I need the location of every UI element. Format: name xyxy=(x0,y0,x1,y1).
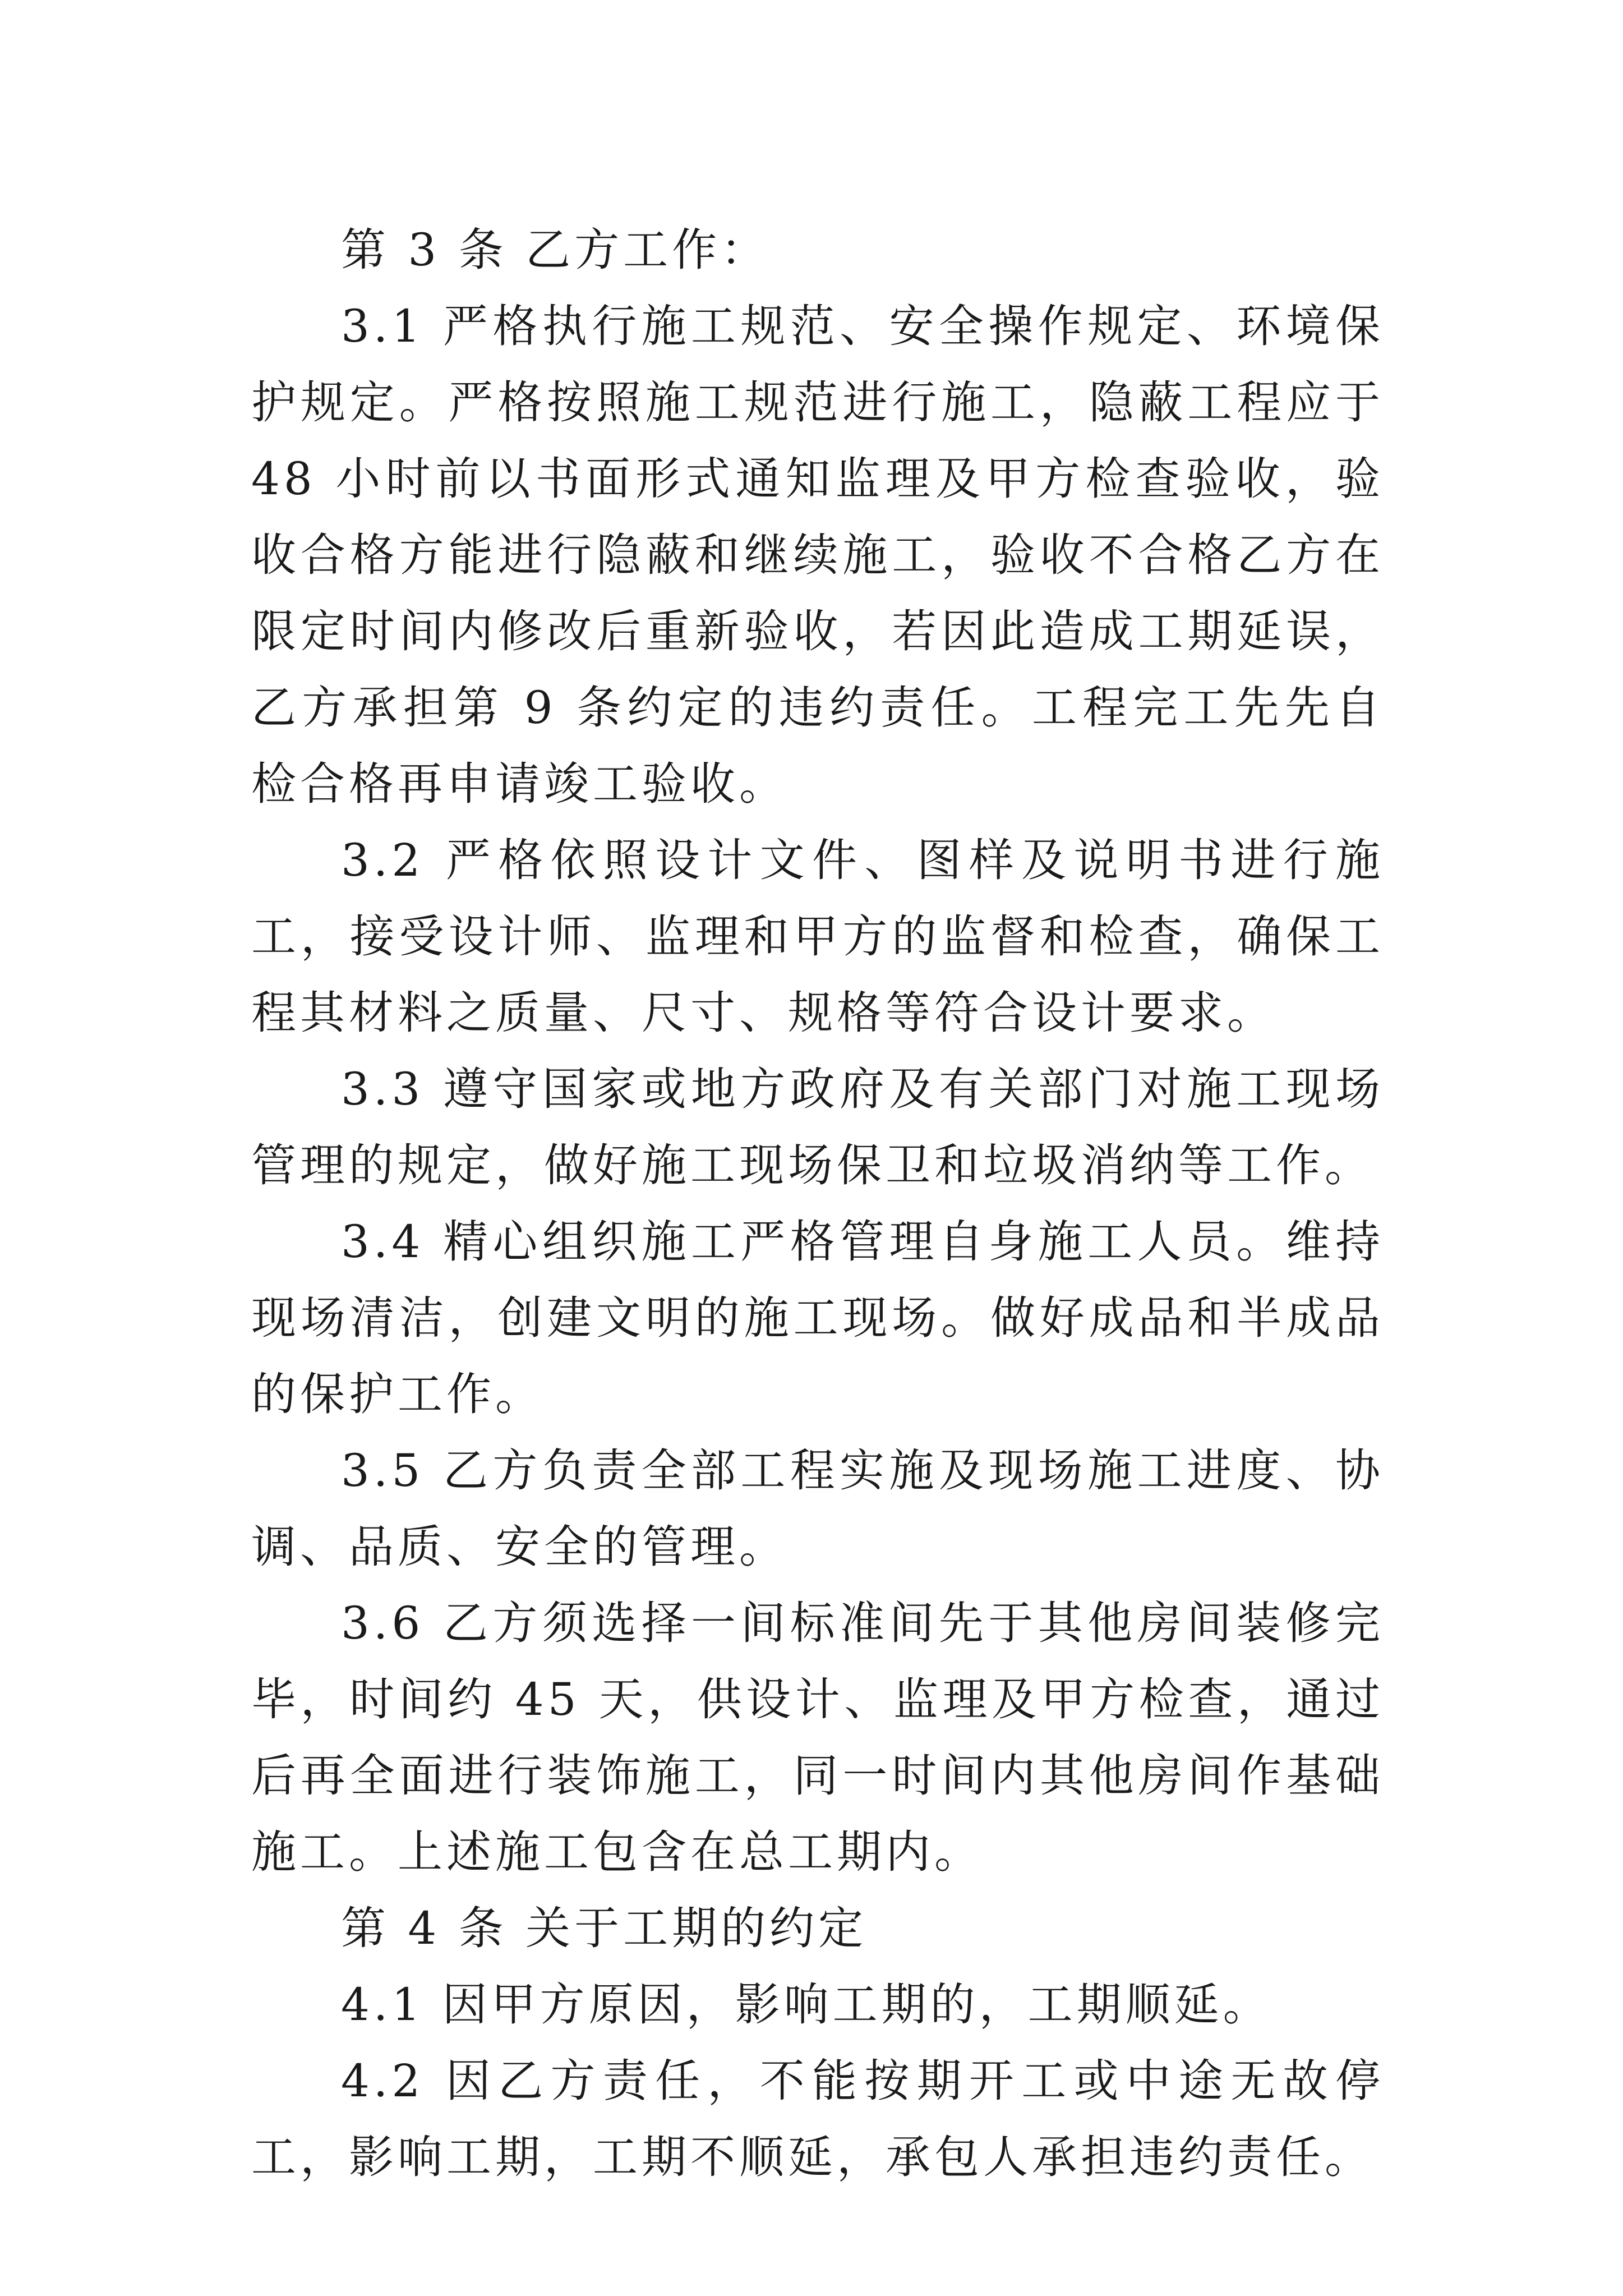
section-heading-article-3: 第 3 条 乙方工作： xyxy=(341,224,770,276)
paragraph-3-1: 3.1 严格执行施工规范、安全操作规定、环境保护规定。严格按照施工规范进行施工，隐蔽工程应于 48 小时前以书面形式通知监理及甲方检查验收，验收合格方能进行隐蔽和继续施工，验收不合格乙方在限定时间内修改后重新验收，若因此造成工期延误，乙方承担第 9 条约定的违约责任。工程完工先先自检合格再申请竣工验收。 xyxy=(251,300,1384,810)
paragraph-4-2: 4.2 因乙方责任，不能按期开工或中途无故停工，影响工期，工期不顺延，承包人承担违约责任。 xyxy=(251,2055,1384,2183)
paragraph-3-2: 3.2 严格依照设计文件、图样及说明书进行施工，接受设计师、监理和甲方的监督和检查，确保工程其材料之质量、尺寸、规格等符合设计要求。 xyxy=(251,834,1384,1039)
paragraph-3-6: 3.6 乙方须选择一间标准间先于其他房间装修完毕，时间约 45 天，供设计、监理及甲方检查，通过后再全面进行装饰施工，同一时间内其他房间作基础施工。上述施工包含在总工期内。 xyxy=(251,1597,1384,1878)
paragraph-4-1: 4.1 因甲方原因，影响工期的，工期顺延。 xyxy=(341,1978,1272,2031)
section-heading-article-4: 第 4 条 关于工期的约定 xyxy=(341,1902,868,1954)
paragraph-3-4: 3.4 精心组织施工严格管理自身施工人员。维持现场清洁，创建文明的施工现场。做好成品和半成品的保护工作。 xyxy=(251,1216,1384,1420)
document-body xyxy=(251,212,1384,2196)
paragraph-3-3: 3.3 遵守国家或地方政府及有关部门对施工现场管理的规定，做好施工现场保卫和垃圾消纳等工作。 xyxy=(251,1063,1384,1191)
paragraph-3-5: 3.5 乙方负责全部工程实施及现场施工进度、协调、品质、安全的管理。 xyxy=(251,1444,1384,1573)
